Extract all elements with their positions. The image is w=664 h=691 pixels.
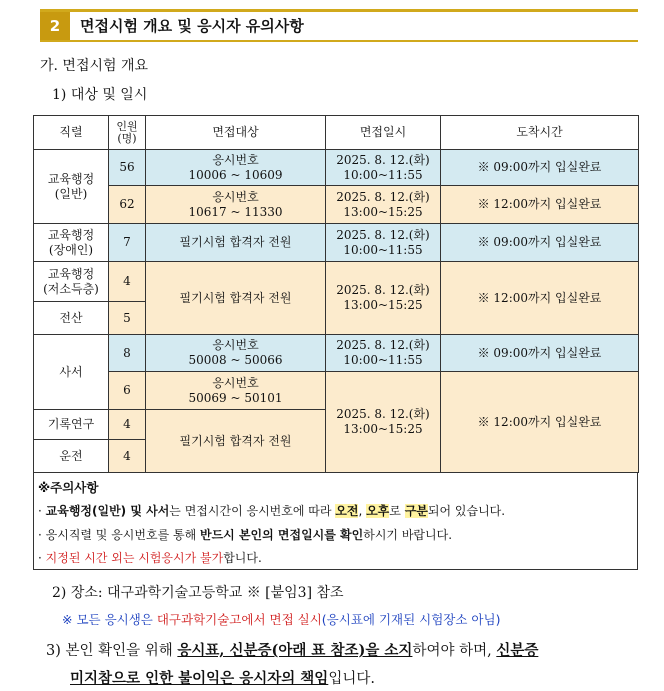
arrival-cell: ※ 09:00까지 입실완료 <box>441 335 639 372</box>
item-3-line-1: 3) 본인 확인을 위해 응시표, 신분증(아래 표 참조)을 소지하여야 하며, 신분증 <box>46 642 539 659</box>
caution-notes-box <box>33 473 638 570</box>
datetime-cell: 2025. 8. 12.(화) 13:00~15:25 <box>326 372 441 473</box>
section-title: 면접시험 개요 및 응시자 유의사항 <box>80 17 304 35</box>
target-cell: 응시번호 50008 ~ 50066 <box>146 335 326 372</box>
series-cell: 교육행정 (저소득층) <box>34 262 109 302</box>
col-header-series: 직렬 <box>34 116 109 150</box>
count-cell: 4 <box>109 262 146 302</box>
series-cell: 사서 <box>34 335 109 410</box>
section-number-badge: 2 <box>40 12 70 40</box>
header-bottom-rule <box>40 40 638 42</box>
datetime-cell: 2025. 8. 12.(화) 10:00~11:55 <box>326 224 441 262</box>
count-cell: 8 <box>109 335 146 372</box>
series-cell: 기록연구 <box>34 410 109 440</box>
item-1-heading: 1) 대상 및 일시 <box>52 87 148 103</box>
target-cell: 응시번호 50069 ~ 50101 <box>146 372 326 410</box>
col-header-arrival: 도착시간 <box>441 116 639 150</box>
arrival-cell: ※ 09:00까지 입실완료 <box>441 150 639 186</box>
item-3-line-2: 미지참으로 인한 불이익은 응시자의 책임입니다. <box>70 670 375 687</box>
item-2-note: ※ 모든 응시생은 대구과학기술고에서 면접 실시(응시표에 기재된 시험장소 아님) <box>62 612 501 627</box>
target-cell: 필기시험 합격자 전원 <box>146 224 326 262</box>
count-cell: 56 <box>109 150 146 186</box>
col-header-count: 인원 (명) <box>109 116 146 150</box>
caution-note-2: · 응시직렬 및 응시번호를 통해 반드시 본인의 면접일시를 확인하시기 바랍니다. <box>38 528 453 542</box>
arrival-cell: ※ 09:00까지 입실완료 <box>441 224 639 262</box>
count-cell: 7 <box>109 224 146 262</box>
target-cell: 응시번호 10617 ~ 11330 <box>146 186 326 224</box>
series-cell: 교육행정 (장애인) <box>34 224 109 262</box>
count-cell: 6 <box>109 372 146 410</box>
count-cell: 5 <box>109 302 146 335</box>
interview-schedule-table <box>33 115 639 473</box>
series-cell: 전산 <box>34 302 109 335</box>
subsection-ga: 가. 면접시험 개요 <box>40 58 149 74</box>
caution-note-1: · 교육행정(일반) 및 사서는 면접시간이 응시번호에 따라 오전, 오후로 구분되어 있습니다. <box>38 504 506 518</box>
series-cell: 교육행정 (일반) <box>34 150 109 224</box>
arrival-cell: ※ 12:00까지 입실완료 <box>441 262 639 335</box>
datetime-cell: 2025. 8. 12.(화) 13:00~15:25 <box>326 262 441 335</box>
arrival-cell: ※ 12:00까지 입실완료 <box>441 186 639 224</box>
caution-note-3: · 지정된 시간 외는 시험응시가 불가합니다. <box>38 551 262 565</box>
count-cell: 4 <box>109 410 146 440</box>
col-header-target: 면접대상 <box>146 116 326 150</box>
target-cell: 필기시험 합격자 전원 <box>146 410 326 473</box>
col-header-datetime: 면접일시 <box>326 116 441 150</box>
target-cell: 응시번호 10006 ~ 10609 <box>146 150 326 186</box>
caution-title: ※주의사항 <box>38 480 99 495</box>
datetime-cell: 2025. 8. 12.(화) 13:00~15:25 <box>326 186 441 224</box>
arrival-cell: ※ 12:00까지 입실완료 <box>441 372 639 473</box>
datetime-cell: 2025. 8. 12.(화) 10:00~11:55 <box>326 150 441 186</box>
datetime-cell: 2025. 8. 12.(화) 10:00~11:55 <box>326 335 441 372</box>
item-2-location: 2) 장소: 대구과학기술고등학교 ※ [붙임3] 참조 <box>52 585 344 601</box>
series-cell: 운전 <box>34 440 109 473</box>
count-cell: 62 <box>109 186 146 224</box>
target-cell: 필기시험 합격자 전원 <box>146 262 326 335</box>
count-cell: 4 <box>109 440 146 473</box>
